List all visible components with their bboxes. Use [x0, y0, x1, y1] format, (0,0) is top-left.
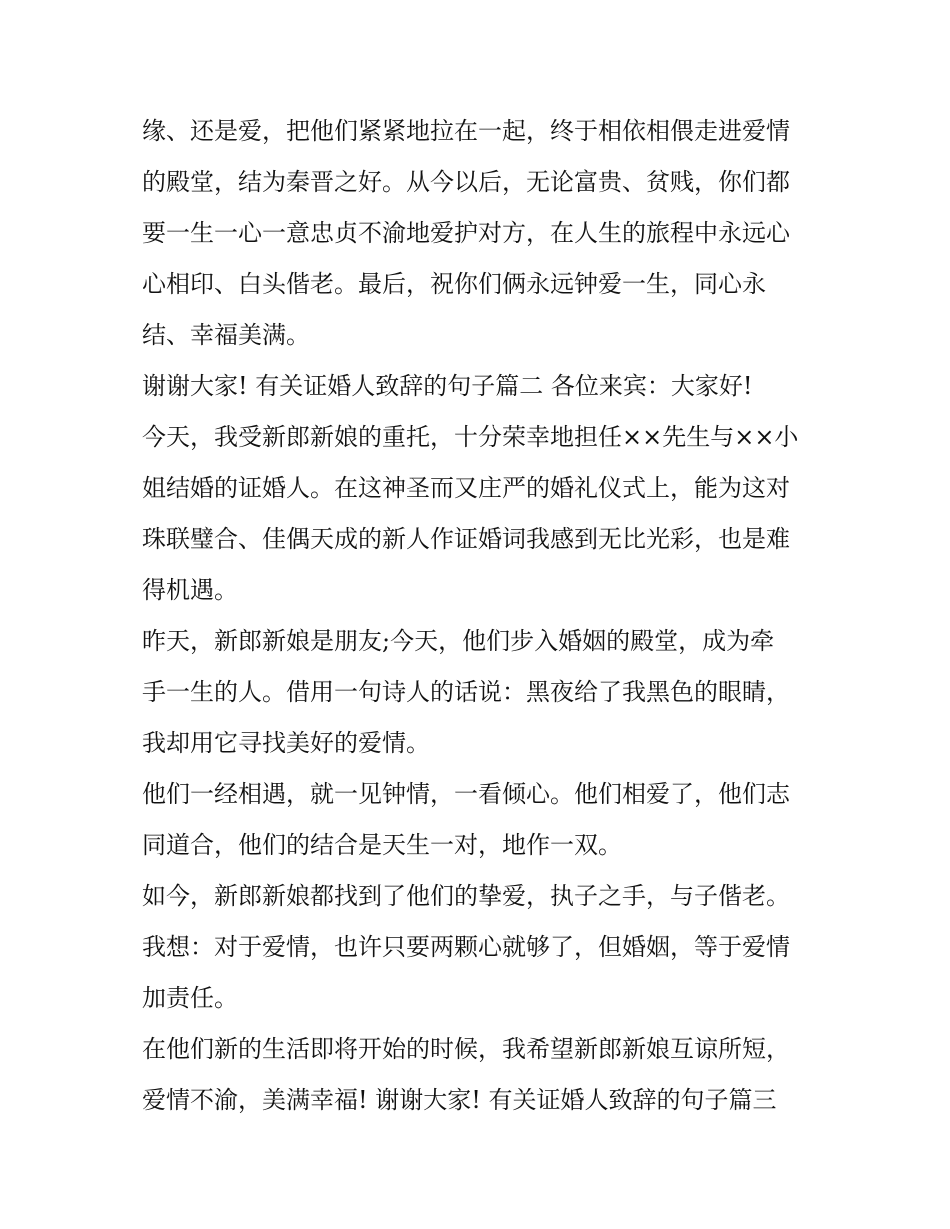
text-line: 谢谢大家! 有关证婚人致辞的句子篇二 各位来宾：大家好! [142, 372, 753, 400]
body-text [142, 106, 822, 1126]
text-line: 我想：对于爱情，也许只要两颗心就够了，但婚姻，等于爱情 [142, 933, 790, 961]
text-line: 手一生的人。借用一句诗人的话说：黑夜给了我黑色的眼睛， [142, 678, 790, 706]
text-line: 心相印、白头偕老。最后，祝你们俩永远钟爱一生，同心永 [142, 270, 766, 298]
text-line: 的殿堂，结为秦晋之好。从今以后，无论富贵、贫贱，你们都 [142, 168, 790, 196]
text-line: 昨天，新郎新娘是朋友;今天，他们步入婚姻的殿堂，成为牵 [142, 627, 775, 655]
text-line: 在他们新的生活即将开始的时候，我希望新郎新娘互谅所短， [142, 1035, 790, 1063]
text-line: 今天，我受新郎新娘的重托，十分荣幸地担任××先生与××小 [142, 423, 799, 451]
text-line: 爱情不渝，美满幸福! 谢谢大家! 有关证婚人致辞的句子篇三 [142, 1086, 777, 1114]
text-line: 得机遇。 [142, 576, 238, 604]
text-line: 要一生一心一意忠贞不渝地爱护对方，在人生的旅程中永远心 [142, 219, 790, 247]
text-line: 缘、还是爱，把他们紧紧地拉在一起，终于相依相偎走进爱情 [142, 117, 790, 145]
text-line: 同道合，他们的结合是天生一对，地作一双。 [142, 831, 622, 859]
text-line: 如今，新郎新娘都找到了他们的挚爱，执子之手，与子偕老。 [142, 882, 790, 910]
text-line: 结、幸福美满。 [142, 321, 310, 349]
text-line: 我却用它寻找美好的爱情。 [142, 729, 430, 757]
text-line: 他们一经相遇，就一见钟情，一看倾心。他们相爱了，他们志 [142, 780, 790, 808]
text-line: 珠联璧合、佳偶天成的新人作证婚词我感到无比光彩，也是难 [142, 525, 790, 553]
text-line: 姐结婚的证婚人。在这神圣而又庄严的婚礼仪式上，能为这对 [142, 474, 790, 502]
text-line: 加责任。 [142, 984, 238, 1012]
